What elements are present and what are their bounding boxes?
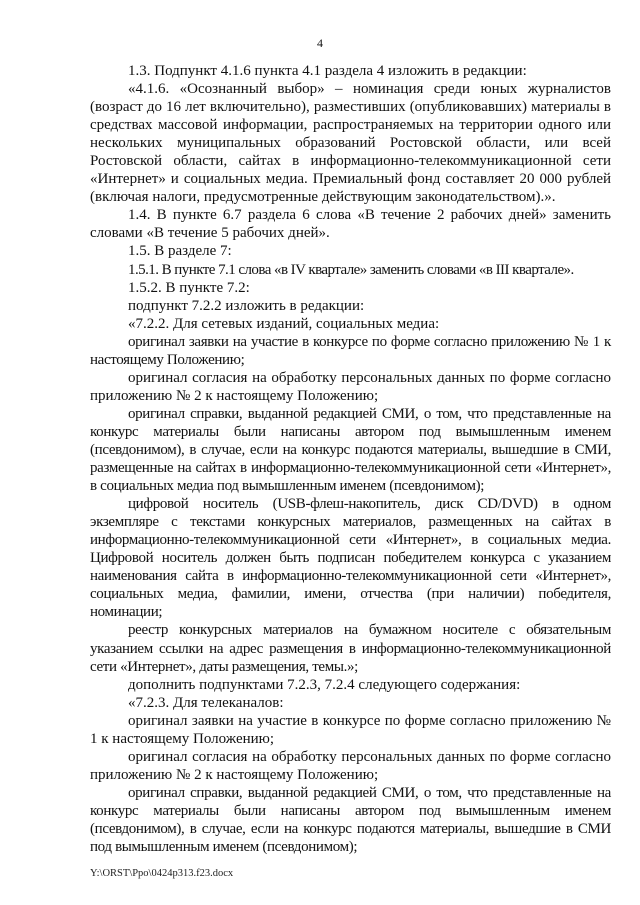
paragraph-supplement: дополнить подпунктами 7.2.3, 7.2.4 следующего содержания: xyxy=(128,676,521,693)
paragraph-tv-application: оригинал заявки на участие в конкурсе по форме согласно приложению № 1 к настоящему Положению; xyxy=(90,712,611,747)
paragraph-7-2-2-intro: подпункт 7.2.2 изложить в редакции: xyxy=(128,297,365,314)
paragraph-certificate-original: оригинал справки, выданной редакцией СМИ, о том, что представленные на конкурс материалы были написаны автором под вымышленным именем (псевдонимом), в случае, если на конкурс подаются материалы, вышедшие в СМИ, размещенные на сайтах в информационно-телекоммуникационной сети «Интернет», в социальных медиа под вымышленным именем (псевдонимом); xyxy=(90,405,611,495)
file-path-footer: Y:\ORST\Ppo\0424p313.f23.docx xyxy=(90,868,234,879)
paragraph-digital-media: цифровой носитель (USB-флеш-накопитель, диск CD/DVD) в одном экземпляре с текстами конкурсных материалов, размещенных на сайтах в информационно-телекоммуникационной сети «Интернет», в социальных медиа. Цифровой носитель должен быть подписан победителем конкурса с указанием наименования сайта в информационно-телекоммуникационной сети «Интернет», социальных медиа, фамилии, имени, отчества (при наличии) победителя, номинации; xyxy=(90,496,611,621)
paragraph-tv-consent: оригинал согласия на обработку персональных данных по форме согласно приложению № 2 к настоящему Положению; xyxy=(90,748,611,783)
paragraph-1-3: 1.3. Подпункт 4.1.6 пункта 4.1 раздела 4 изложить в редакции: xyxy=(128,63,527,79)
paragraph-7-2-2: «7.2.2. Для сетевых изданий, социальных медиа: xyxy=(128,315,440,332)
paragraph-consent-original: оригинал согласия на обработку персональных данных по форме согласно приложению № 2 к настоящему Положению; xyxy=(90,369,611,404)
paragraph-1-5: 1.5. В разделе 7: xyxy=(128,243,232,260)
page-number: 4 xyxy=(317,36,323,50)
paragraph-tv-certificate: оригинал справки, выданной редакцией СМИ, о том, что представленные на конкурс материалы были написаны автором под вымышленным именем (псевдонимом), в случае, если на конкурс подаются материалы, вышедшие в СМИ под вымышленным именем (псевдонимом); xyxy=(90,784,611,856)
paragraph-1-5-2: 1.5.2. В пункте 7.2: xyxy=(128,279,250,296)
paragraph-1-5-1: 1.5.1. В пункте 7.1 слова «в IV квартале» заменить словами «в III квартале». xyxy=(128,261,574,278)
paragraph-application-original: оригинал заявки на участие в конкурсе по форме согласно приложению № 1 к настоящему Положению; xyxy=(90,333,611,368)
paragraph-4-1-6: «4.1.6. «Осознанный выбор» – номинация среди юных журналистов (возраст до 16 лет включительно), разместивших (опубликовавших) материалы в средствах массовой информации, распространяемых на территории одного или нескольких муниципальных образований Ростовской области, или всей Ростовской области, сайтах в информационно-телекоммуникационной сети «Интернет» и социальных медиа. Премиальный фонд составляет 20 000 рублей (включая налоги, предусмотренные действующим законодательством).». xyxy=(90,81,611,206)
document-body xyxy=(90,62,611,856)
paragraph-registry: реестр конкурсных материалов на бумажном носителе с обязательным указанием ссылки на адрес размещения в информационно-телекоммуникационной сети «Интернет», даты размещения, темы.»; xyxy=(90,622,611,675)
paragraph-1-4: 1.4. В пункте 6.7 раздела 6 слова «В течение 2 рабочих дней» заменить словами «В течение 5 рабочих дней». xyxy=(90,207,611,242)
paragraph-7-2-3: «7.2.3. Для телеканалов: xyxy=(128,694,284,711)
